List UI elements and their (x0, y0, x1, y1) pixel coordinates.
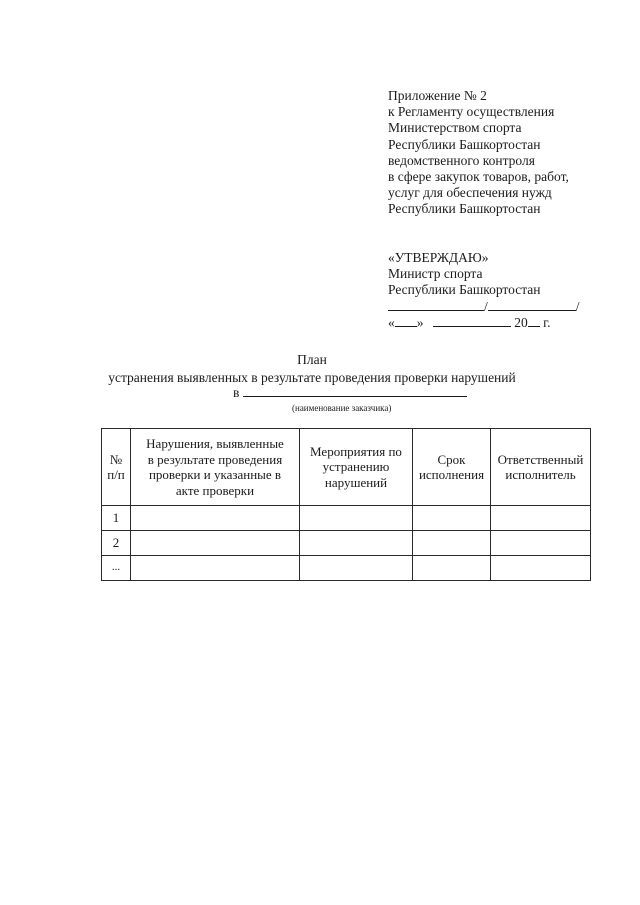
measure-cell[interactable] (300, 531, 413, 556)
header-violations (131, 429, 300, 506)
date-line (388, 315, 580, 331)
customer-line (233, 385, 467, 401)
year-blank (528, 315, 540, 327)
header-line: проверки и указанные в (148, 467, 282, 482)
appendix-line: услуг для обеспечения нужд (388, 185, 552, 201)
approval-stamp: «УТВЕРЖДАЮ» (388, 250, 489, 265)
appendix-note (388, 88, 569, 218)
header-line: исполнения (418, 467, 485, 482)
appendix-line: ведомственного контроля (388, 152, 535, 168)
measure-cell[interactable] (300, 506, 413, 531)
header-line: Срок (437, 451, 466, 467)
signature-line (388, 299, 580, 315)
customer-prefix: в (233, 385, 240, 400)
measure-cell[interactable] (300, 556, 413, 581)
appendix-line: Приложение № 2 (388, 88, 487, 103)
signature-separator: / (484, 298, 488, 314)
appendix-line: к Регламенту осуществления (388, 104, 555, 120)
header-deadline (413, 429, 491, 506)
violation-cell[interactable] (131, 506, 300, 531)
customer-caption: (наименование заказчика) (292, 403, 392, 413)
row-number: 1 (102, 506, 131, 531)
plan-subtitle: устранения выявленных в результате проведения проверки нарушений (108, 370, 516, 385)
approval-organization: Республики Башкортостан (388, 282, 541, 298)
deadline-cell[interactable] (413, 506, 491, 531)
header-number (102, 429, 131, 506)
header-line: Мероприятия по (310, 443, 402, 459)
year-suffix: г. (539, 314, 551, 330)
date-quote-close: » (416, 314, 424, 330)
table-row (102, 531, 591, 556)
table-header-row (102, 429, 591, 506)
header-line: в результате проведения (147, 451, 283, 467)
violations-table (101, 428, 591, 581)
deadline-cell[interactable] (413, 556, 491, 581)
responsible-cell[interactable] (491, 531, 591, 556)
table-row (102, 506, 591, 531)
header-line: исполнитель (505, 467, 576, 482)
header-responsible (491, 429, 591, 506)
header-line: № (109, 451, 123, 467)
header-line: Ответственный (497, 451, 584, 467)
responsible-cell[interactable] (491, 556, 591, 581)
violation-cell[interactable] (131, 531, 300, 556)
name-blank (488, 299, 576, 311)
signature-blank (388, 299, 484, 311)
table-row (102, 556, 591, 581)
row-number: 2 (102, 531, 131, 556)
signature-separator: / (575, 298, 580, 314)
header-line: п/п (107, 467, 125, 482)
responsible-cell[interactable] (491, 506, 591, 531)
deadline-cell[interactable] (413, 531, 491, 556)
customer-blank (243, 385, 467, 397)
header-line: акте проверки (175, 482, 255, 498)
header-line: нарушений (324, 474, 388, 490)
appendix-line: Республики Башкортостан (388, 201, 541, 217)
violation-cell[interactable] (131, 556, 300, 581)
header-line: Нарушения, выявленные (146, 436, 284, 451)
plan-title: План (297, 352, 327, 367)
row-number: ... (102, 556, 131, 581)
day-blank (395, 315, 417, 327)
header-measures (300, 429, 413, 506)
month-blank (433, 315, 511, 327)
header-line: устранению (322, 459, 390, 475)
date-quote-open: « (388, 314, 395, 330)
year-prefix: 20 (514, 314, 528, 330)
appendix-line: Министерством спорта (388, 120, 522, 136)
appendix-line: в сфере закупок товаров, работ, (388, 169, 569, 185)
approval-position: Министр спорта (388, 266, 483, 282)
approval-block (388, 250, 580, 331)
appendix-line: Республики Башкортостан (388, 136, 541, 152)
